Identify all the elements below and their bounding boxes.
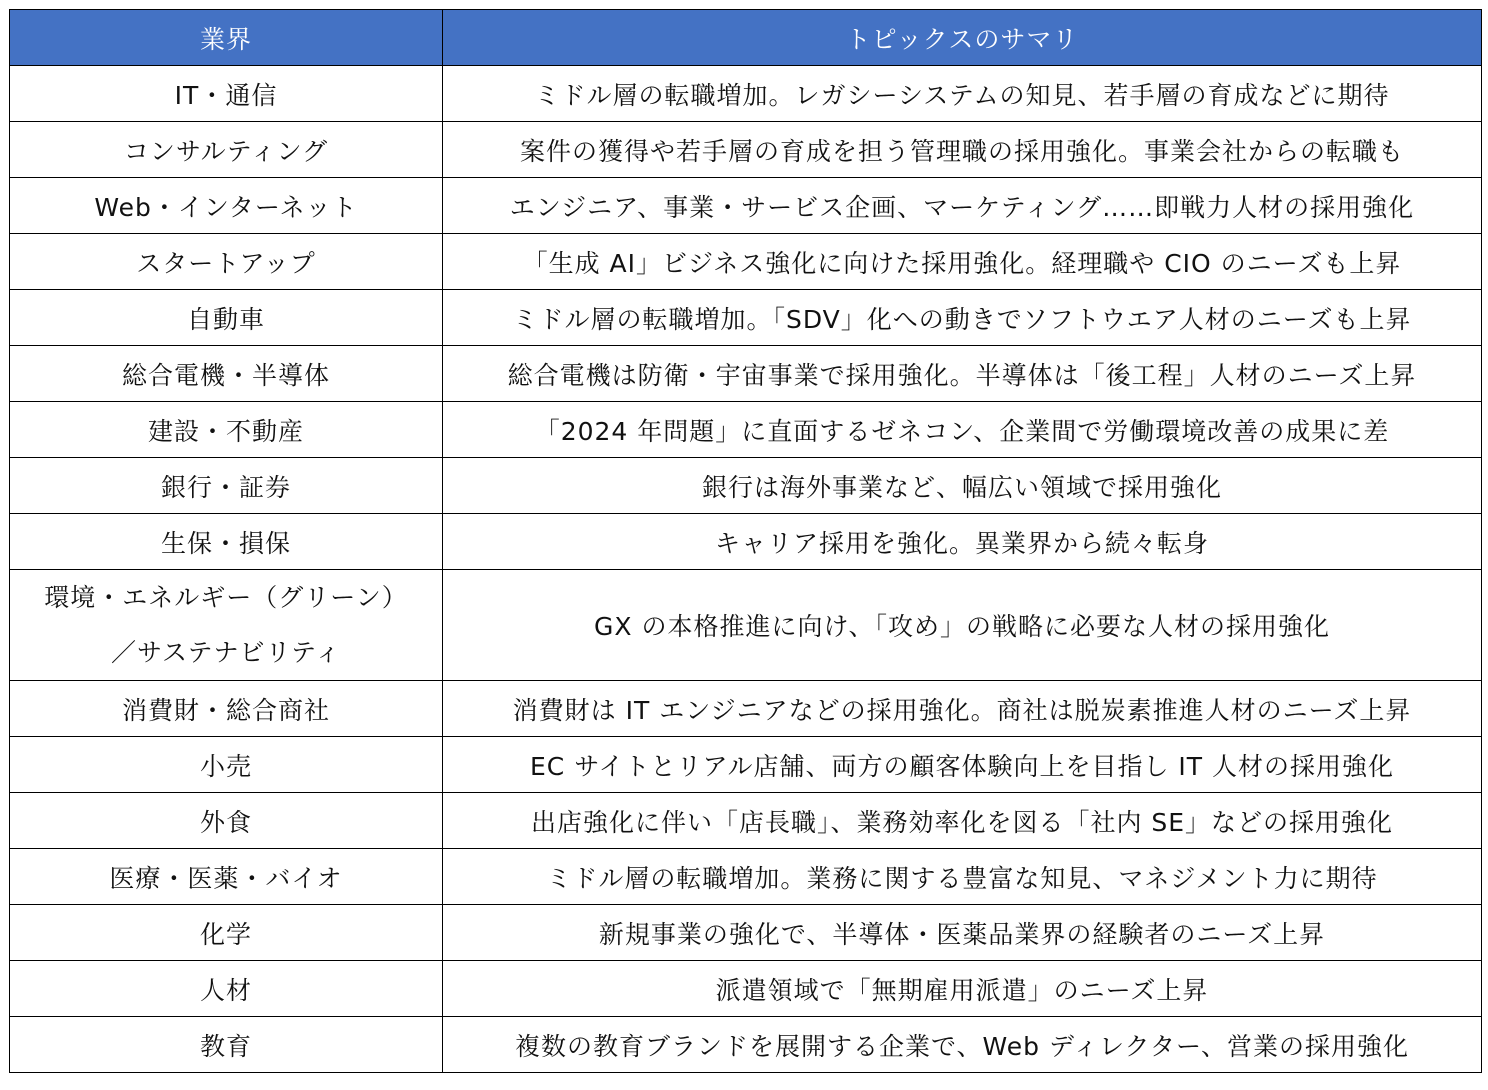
summary-cell: 複数の教育ブランドを展開する企業で、Web ディレクター、営業の採用強化 — [443, 1017, 1482, 1073]
table-row — [10, 290, 1482, 346]
table-row — [10, 514, 1482, 570]
table-header-row — [10, 10, 1482, 66]
table-row — [10, 122, 1482, 178]
table-row — [10, 961, 1482, 1017]
table-row — [10, 66, 1482, 122]
table-row — [10, 737, 1482, 793]
industry-cell: 医療・医薬・バイオ — [10, 849, 443, 905]
industry-cell: 生保・損保 — [10, 514, 443, 570]
summary-cell: 銀行は海外事業など、幅広い領域で採用強化 — [443, 458, 1482, 514]
summary-cell: EC サイトとリアル店舗、両方の顧客体験向上を目指し IT 人材の採用強化 — [443, 737, 1482, 793]
summary-cell: ミドル層の転職増加。「SDV」化への動きでソフトウエア人材のニーズも上昇 — [443, 290, 1482, 346]
industry-cell: コンサルティング — [10, 122, 443, 178]
industry-cell: 自動車 — [10, 290, 443, 346]
table-row — [10, 905, 1482, 961]
industry-cell: 銀行・証券 — [10, 458, 443, 514]
industry-cell: IT・通信 — [10, 66, 443, 122]
table-row — [10, 178, 1482, 234]
industry-cell: 消費財・総合商社 — [10, 681, 443, 737]
summary-cell: ミドル層の転職増加。業務に関する豊富な知見、マネジメント力に期待 — [443, 849, 1482, 905]
industry-cell — [10, 570, 443, 681]
industry-summary-table — [9, 9, 1482, 1073]
summary-cell: ミドル層の転職増加。レガシーシステムの知見、若手層の育成などに期待 — [443, 66, 1482, 122]
summary-cell: 「生成 AI」ビジネス強化に向けた採用強化。経理職や CIO のニーズも上昇 — [443, 234, 1482, 290]
industry-cell-line-2: ／サステナビリティ — [110, 638, 341, 667]
industry-cell: 建設・不動産 — [10, 402, 443, 458]
column-header-summary: トピックスのサマリ — [443, 10, 1482, 66]
summary-cell: キャリア採用を強化。異業界から続々転身 — [443, 514, 1482, 570]
table-row — [10, 234, 1482, 290]
industry-cell: 人材 — [10, 961, 443, 1017]
summary-cell: GX の本格推進に向け、「攻め」の戦略に必要な人材の採用強化 — [443, 570, 1482, 681]
table-row — [10, 458, 1482, 514]
table-row — [10, 849, 1482, 905]
table-row — [10, 1017, 1482, 1073]
column-header-industry: 業界 — [10, 10, 443, 66]
industry-cell: 教育 — [10, 1017, 443, 1073]
table-row — [10, 402, 1482, 458]
industry-cell-line-1: 環境・エネルギー（グリーン） — [44, 583, 408, 612]
table-row — [10, 681, 1482, 737]
table-row — [10, 346, 1482, 402]
industry-cell: 総合電機・半導体 — [10, 346, 443, 402]
industry-cell: スタートアップ — [10, 234, 443, 290]
summary-cell: 消費財は IT エンジニアなどの採用強化。商社は脱炭素推進人材のニーズ上昇 — [443, 681, 1482, 737]
summary-cell: 「2024 年問題」に直面するゼネコン、企業間で労働環境改善の成果に差 — [443, 402, 1482, 458]
summary-cell: 案件の獲得や若手層の育成を担う管理職の採用強化。事業会社からの転職も — [443, 122, 1482, 178]
summary-cell: 新規事業の強化で、半導体・医薬品業界の経験者のニーズ上昇 — [443, 905, 1482, 961]
summary-cell: エンジニア、事業・サービス企画、マーケティング……即戦力人材の採用強化 — [443, 178, 1482, 234]
table-row — [10, 793, 1482, 849]
industry-cell: Web・インターネット — [10, 178, 443, 234]
summary-cell: 総合電機は防衛・宇宙事業で採用強化。半導体は「後工程」人材のニーズ上昇 — [443, 346, 1482, 402]
industry-cell: 化学 — [10, 905, 443, 961]
summary-cell: 派遣領域で「無期雇用派遣」のニーズ上昇 — [443, 961, 1482, 1017]
table-row — [10, 570, 1482, 681]
summary-cell: 出店強化に伴い「店長職」、業務効率化を図る「社内 SE」などの採用強化 — [443, 793, 1482, 849]
industry-cell: 外食 — [10, 793, 443, 849]
industry-cell: 小売 — [10, 737, 443, 793]
